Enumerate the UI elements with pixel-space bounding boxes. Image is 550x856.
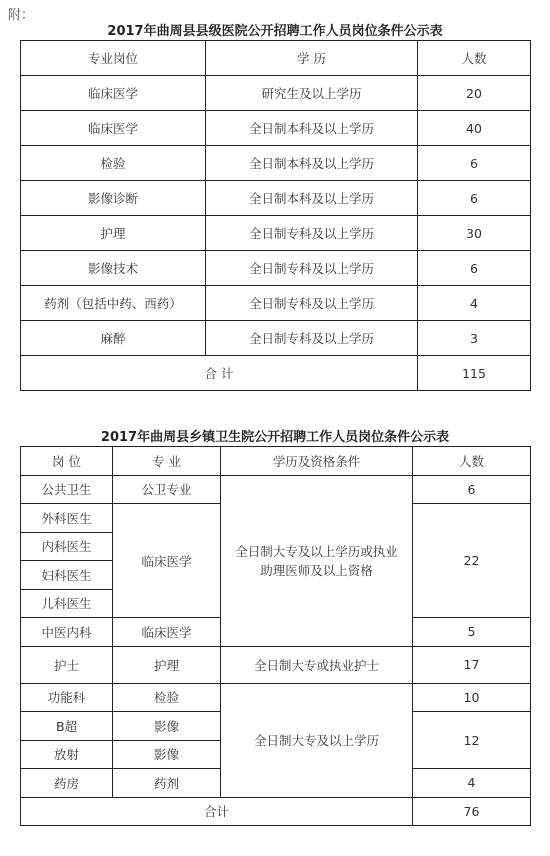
position-cell: 药房 [21, 769, 113, 798]
table-row [21, 146, 531, 181]
position-cell: 影像技术 [21, 251, 206, 286]
count-cell: 6 [418, 251, 531, 286]
count-cell: 10 [413, 683, 531, 712]
table2-title: 2017年曲周县乡镇卫生院公开招聘工作人员岗位条件公示表 [100, 430, 450, 445]
count-cell: 3 [418, 321, 531, 356]
count-cell: 6 [418, 181, 531, 216]
education-cell: 全日制专科及以上学历 [206, 216, 418, 251]
position-cell: 检验 [21, 146, 206, 181]
table-row [21, 321, 531, 356]
position-cell: 护士 [21, 646, 113, 683]
position-cell: 儿科医生 [21, 589, 113, 618]
major-cell: 药剂 [113, 769, 221, 798]
total-label: 合 计 [21, 356, 418, 391]
position-cell: B超 [21, 712, 113, 741]
condition-cell: 全日制大专及以上学历或执业助理医师及以上资格 [221, 475, 413, 646]
position-cell: 影像诊断 [21, 181, 206, 216]
total-label: 合计 [21, 797, 413, 826]
count-cell: 20 [418, 76, 531, 111]
position-cell: 中医内科 [21, 618, 113, 647]
count-cell: 17 [413, 646, 531, 683]
table-row [21, 646, 531, 683]
table-row [21, 181, 531, 216]
count-cell: 6 [413, 475, 531, 504]
header-cell: 岗 位 [21, 447, 113, 476]
major-cell: 临床医学 [113, 618, 221, 647]
table-row [21, 683, 531, 712]
position-cell: 临床医学 [21, 111, 206, 146]
count-cell: 6 [418, 146, 531, 181]
header-cell: 学 历 [206, 41, 418, 76]
header-cell: 人数 [418, 41, 531, 76]
table1-title: 2017年曲周县县级医院公开招聘工作人员岗位条件公示表 [107, 24, 443, 39]
table-row [21, 111, 531, 146]
condition-cell: 全日制大专及以上学历 [221, 683, 413, 797]
major-cell: 临床医学 [113, 504, 221, 618]
education-cell: 全日制本科及以上学历 [206, 181, 418, 216]
position-cell: 临床医学 [21, 76, 206, 111]
count-cell: 4 [418, 286, 531, 321]
education-cell: 全日制专科及以上学历 [206, 321, 418, 356]
education-cell: 全日制专科及以上学历 [206, 286, 418, 321]
major-cell: 影像 [113, 740, 221, 769]
count-cell: 22 [413, 504, 531, 618]
table-row [21, 286, 531, 321]
count-cell: 4 [413, 769, 531, 798]
major-cell: 公卫专业 [113, 475, 221, 504]
table-row [21, 76, 531, 111]
education-cell: 研究生及以上学历 [206, 76, 418, 111]
position-cell: 护理 [21, 216, 206, 251]
count-cell: 12 [413, 712, 531, 769]
total-value: 115 [418, 356, 531, 391]
total-value: 76 [413, 797, 531, 826]
table-row [21, 216, 531, 251]
table-row [21, 475, 531, 504]
township-hospital-recruitment-table [20, 446, 531, 826]
position-cell: 外科医生 [21, 504, 113, 533]
count-cell: 30 [418, 216, 531, 251]
position-cell: 麻醉 [21, 321, 206, 356]
header-cell: 专 业 [113, 447, 221, 476]
education-cell: 全日制本科及以上学历 [206, 111, 418, 146]
education-cell: 全日制专科及以上学历 [206, 251, 418, 286]
table-row [21, 251, 531, 286]
major-cell: 影像 [113, 712, 221, 741]
position-cell: 放射 [21, 740, 113, 769]
header-cell: 专业岗位 [21, 41, 206, 76]
total-row [21, 356, 531, 391]
major-cell: 护理 [113, 646, 221, 683]
count-cell: 5 [413, 618, 531, 647]
table-header-row [21, 41, 531, 76]
education-cell: 全日制本科及以上学历 [206, 146, 418, 181]
position-cell: 公共卫生 [21, 475, 113, 504]
position-cell: 功能科 [21, 683, 113, 712]
position-cell: 内科医生 [21, 532, 113, 561]
count-cell: 40 [418, 111, 531, 146]
header-cell: 学历及资格条件 [221, 447, 413, 476]
condition-cell: 全日制大专或执业护士 [221, 646, 413, 683]
attachment-note: 附： [8, 8, 35, 23]
total-row [21, 797, 531, 826]
table-header-row [21, 447, 531, 476]
header-cell: 人数 [413, 447, 531, 476]
position-cell: 妇科医生 [21, 561, 113, 590]
position-cell: 药剂（包括中药、西药） [21, 286, 206, 321]
county-hospital-recruitment-table [20, 40, 531, 391]
major-cell: 检验 [113, 683, 221, 712]
